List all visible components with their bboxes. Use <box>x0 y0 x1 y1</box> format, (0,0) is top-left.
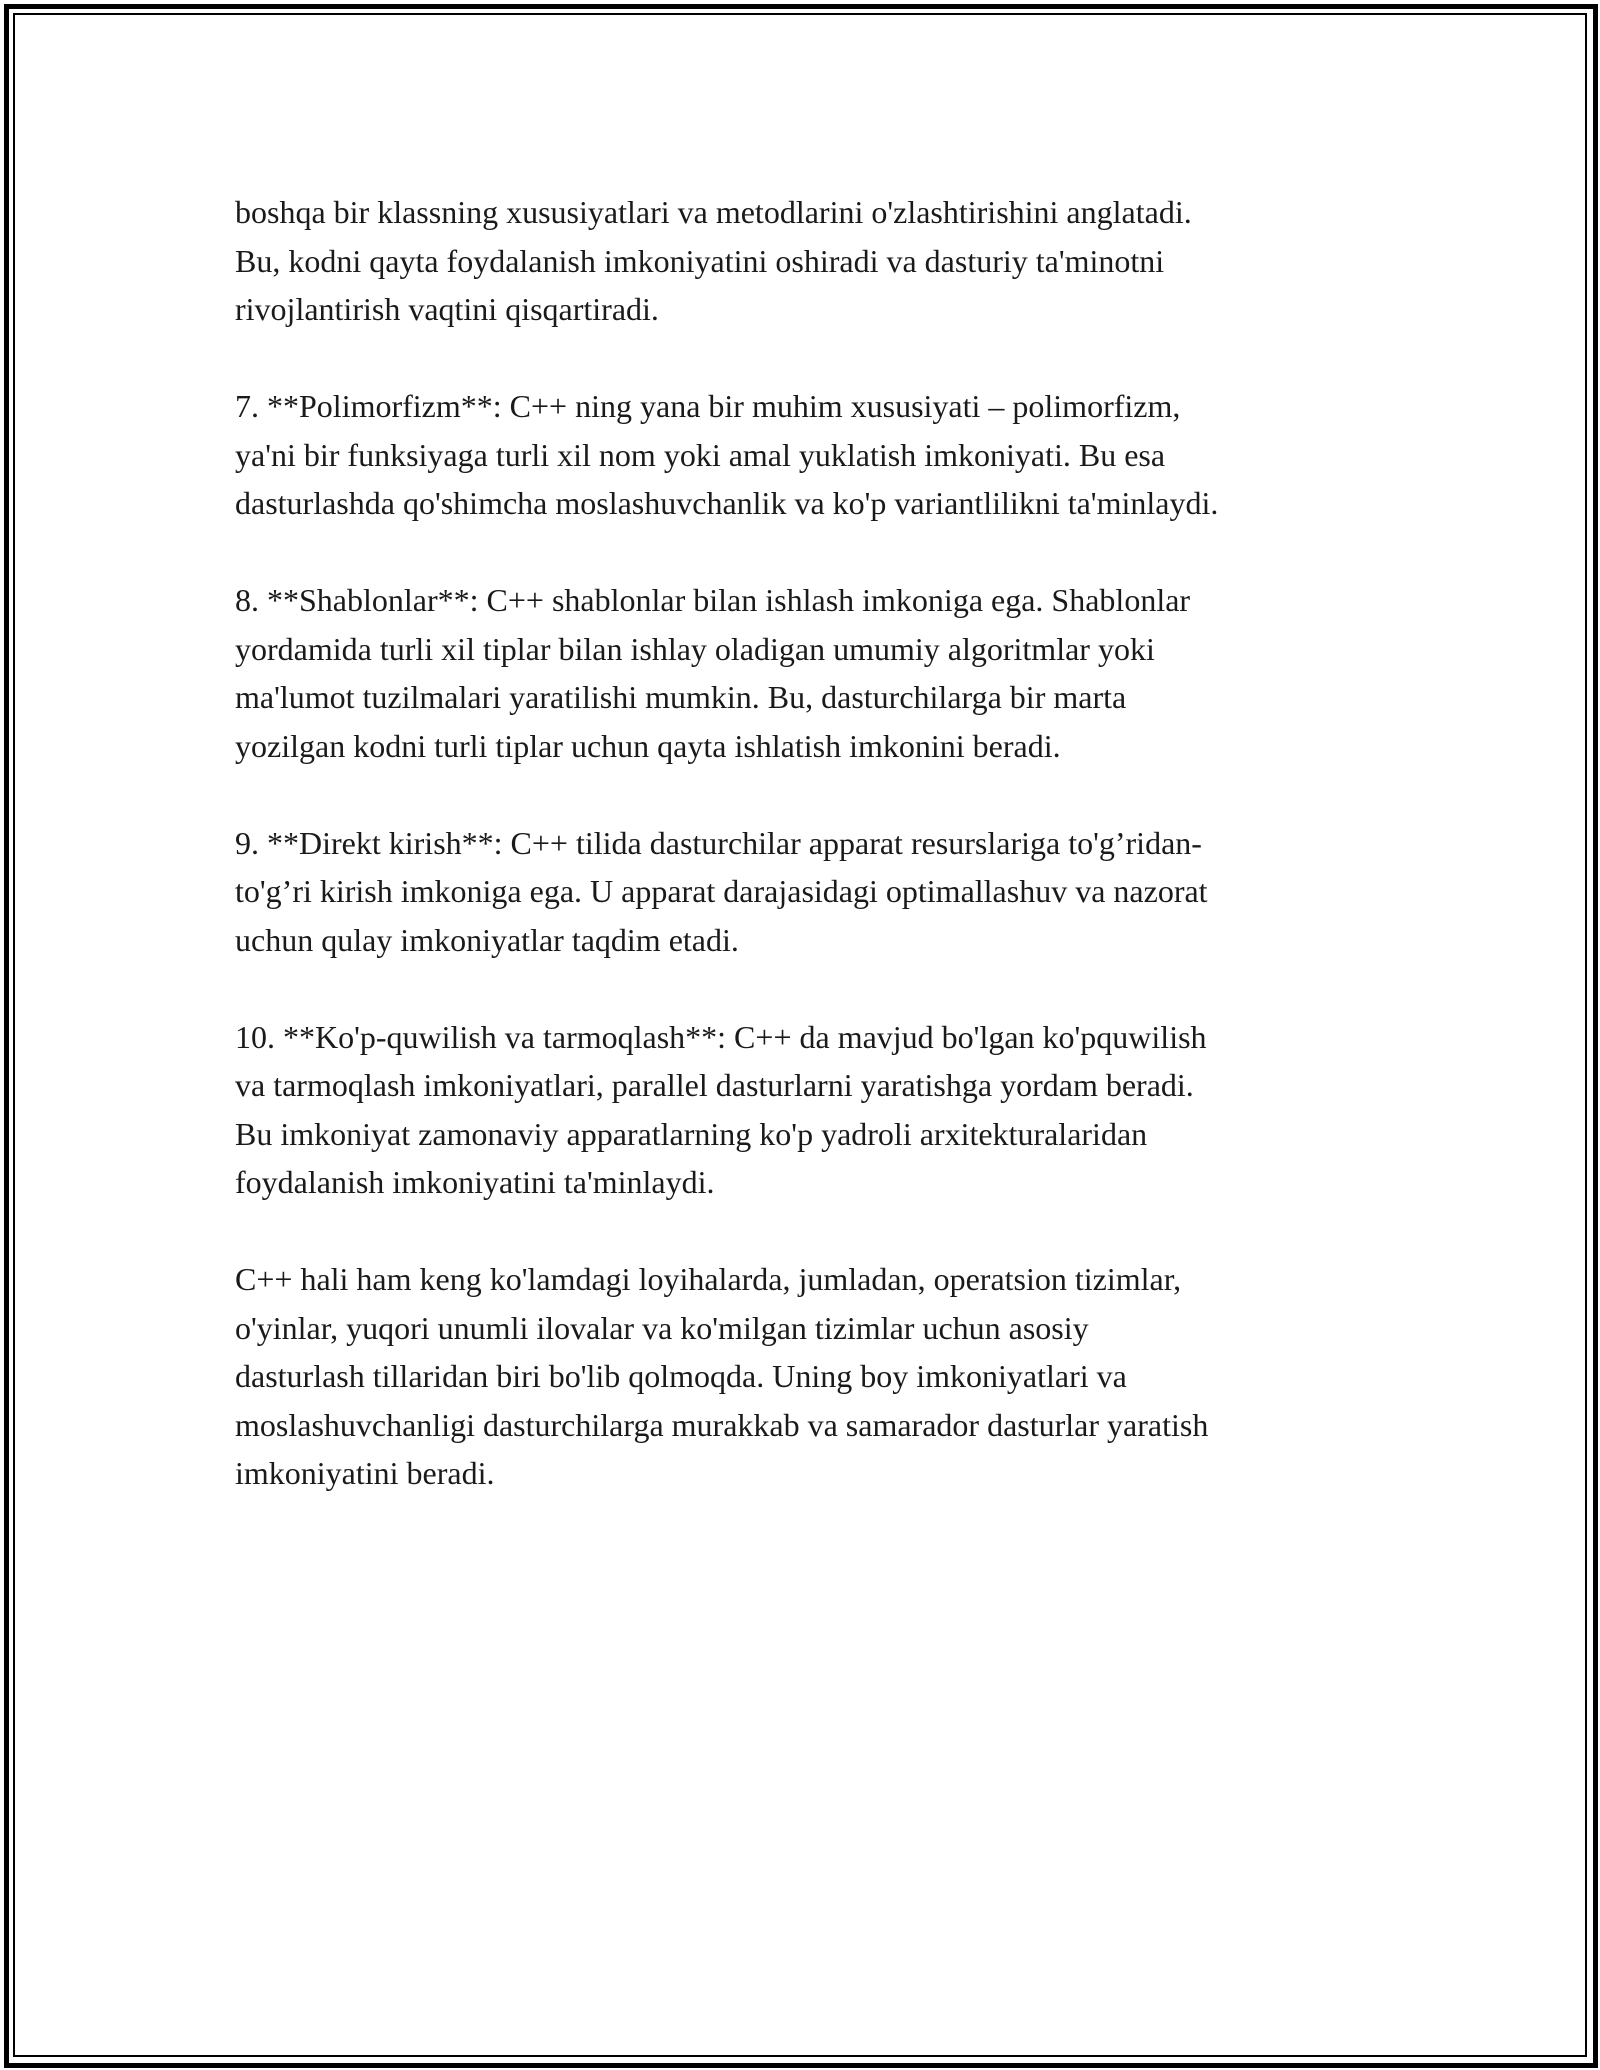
paragraph-gap <box>235 1207 1415 1256</box>
text-line: Bu, kodni qayta foydalanish imkoniyatini oshiradi va dasturiy ta'minotni <box>235 242 1165 279</box>
text-line: yozilgan kodni turli tiplar uchun qayta ishlatish imkonini beradi. <box>235 727 1061 764</box>
text-line: C++ hali ham keng ko'lamdagi loyihalarda, jumladan, operatsion tizimlar, <box>235 1261 1182 1297</box>
text-line: to'g’ri kirish imkoniga ega. U apparat darajasidagi optimallashuv va nazorat <box>235 873 1208 909</box>
text-line: dasturlash tillaridan biri bo'lib qolmoqda. Uning boy imkoniyatlari va <box>235 1358 1127 1394</box>
paragraph-gap <box>235 964 1415 1013</box>
paragraph-gap <box>235 528 1415 577</box>
text-line: yordamida turli xil tiplar bilan ishlay oladigan umumiy algoritmlar yoki <box>235 630 1155 667</box>
paragraph-polimorfizm <box>235 382 1415 528</box>
text-line: Bu imkoniyat zamonaviy apparatlarning ko'p yadroli arxitekturalaridan <box>235 1115 1148 1152</box>
text-line: boshqa bir klassning xususiyatlari va metodlarini o'zlashtirishini anglatadi. <box>235 194 1192 230</box>
text-line: 9. **Direkt kirish**: C++ tilida dasturchilar apparat resurslariga to'g’ridan- <box>235 824 1202 861</box>
text-line: dasturlashda qo'shimcha moslashuvchanlik va ko'p variantlilikni ta'minlaydi. <box>235 485 1219 521</box>
text-line: rivojlantirish vaqtini qisqartiradi. <box>235 291 659 327</box>
text-line: moslashuvchanligi dasturchilarga murakkab va samarador dasturlar yaratish <box>235 1406 1209 1443</box>
text-line: ma'lumot tuzilmalari yaratilishi mumkin. Bu, dasturchilarga bir marta <box>235 679 1127 715</box>
text-line: 7. **Polimorfizm**: C++ ning yana bir muhim xususiyati – polimorfizm, <box>235 388 1181 424</box>
paragraph-gap <box>235 334 1415 383</box>
paragraph-direkt-kirish <box>235 819 1415 965</box>
text-line: 10. **Ko'p-quwilish va tarmoqlash**: C++ da mavjud bo'lgan ko'pquwilish <box>235 1018 1207 1055</box>
text-line: va tarmoqlash imkoniyatlari, parallel dasturlarni yaratishga yordam beradi. <box>235 1067 1194 1103</box>
text-line: imkoniyatini beradi. <box>235 1455 495 1491</box>
document-body <box>235 188 1415 1498</box>
paragraph-gap <box>235 770 1415 819</box>
text-line: uchun qulay imkoniyatlar taqdim etadi. <box>235 921 739 958</box>
paragraph-kop-quwilish <box>235 1013 1415 1207</box>
text-line: ya'ni bir funksiyaga turli xil nom yoki amal yuklatish imkoniyati. Bu esa <box>235 436 1166 473</box>
paragraph-shablonlar <box>235 576 1415 770</box>
text-line: o'yinlar, yuqori unumli ilovalar va ko'milgan tizimlar uchun asosiy <box>235 1309 1089 1346</box>
paragraph-inheritance-continuation <box>235 188 1415 334</box>
text-line: foydalanish imkoniyatini ta'minlaydi. <box>235 1164 715 1200</box>
paragraph-conclusion <box>235 1255 1415 1498</box>
text-line: 8. **Shablonlar**: C++ shablonlar bilan ishlash imkoniga ega. Shablonlar <box>235 582 1191 618</box>
